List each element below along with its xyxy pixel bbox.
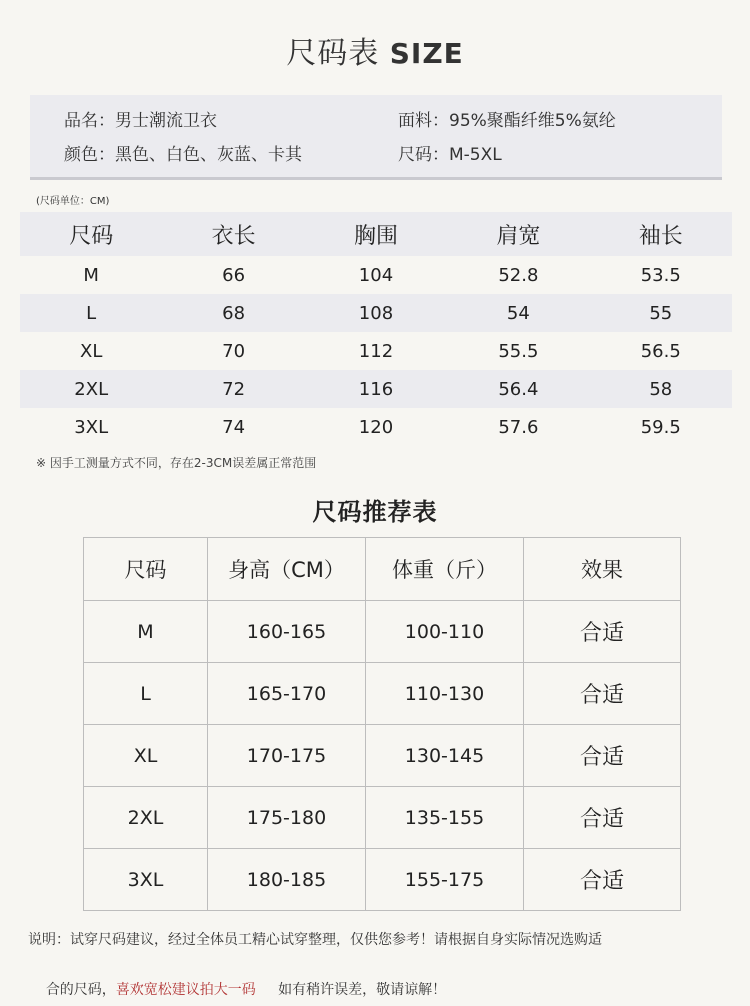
table-cell: 165-170 xyxy=(208,663,366,725)
fabric-label: 面料： xyxy=(398,111,449,131)
table-row xyxy=(20,408,732,446)
table-row xyxy=(84,663,681,725)
size-table-header-cell: 胸围 xyxy=(305,212,447,256)
product-info-box xyxy=(30,95,722,180)
table-cell: 66 xyxy=(222,264,246,286)
title-cn: 尺码表 xyxy=(286,36,380,71)
color-value: 黑色、白色、灰蓝、卡其 xyxy=(115,145,302,165)
footer-highlight: 喜欢宽松建议拍大一码 xyxy=(115,982,256,998)
table-cell: 104 xyxy=(358,264,394,286)
table-cell: 175-180 xyxy=(208,787,366,849)
table-cell: 116 xyxy=(305,370,447,408)
size-range-label: 尺码： xyxy=(398,145,449,165)
table-cell: 58 xyxy=(590,370,732,408)
size-table-header-cell: 袖长 xyxy=(590,212,732,256)
table-cell: 155-175 xyxy=(366,849,524,911)
table-cell: 160-165 xyxy=(208,601,366,663)
table-cell: 2XL xyxy=(84,787,208,849)
table-cell: 合适 xyxy=(524,663,681,725)
table-row xyxy=(84,787,681,849)
rec-table-header-cell: 效果 xyxy=(524,538,681,601)
footer-line-2 xyxy=(28,953,728,1006)
table-row xyxy=(20,370,732,408)
size-table-header-cell: 衣长 xyxy=(162,212,304,256)
table-cell: 110-130 xyxy=(366,663,524,725)
table-cell: 54 xyxy=(447,294,589,332)
footer-line-2-start: 合的尺码， xyxy=(45,982,116,998)
unit-note: (尺码单位：CM) xyxy=(36,196,110,207)
table-cell: 55 xyxy=(590,294,732,332)
table-cell: M xyxy=(83,264,99,286)
product-name-label: 品名： xyxy=(64,111,115,131)
table-cell: M xyxy=(84,601,208,663)
table-cell: 57.6 xyxy=(498,416,539,438)
table-cell: 180-185 xyxy=(208,849,366,911)
size-table-header-cell: 肩宽 xyxy=(447,212,589,256)
table-cell: 52.8 xyxy=(498,264,539,286)
rec-table-header xyxy=(84,538,681,601)
table-cell: 3XL xyxy=(84,849,208,911)
table-row xyxy=(84,849,681,911)
table-row xyxy=(84,601,681,663)
colors xyxy=(64,140,302,165)
table-cell: 56.5 xyxy=(640,340,681,362)
footer-line-1: 说明：试穿尺码建议，经过全体员工精心试穿整理，仅供您参考！请根据自身实际情况选购适 xyxy=(28,932,602,948)
product-name-value: 男士潮流卫衣 xyxy=(115,111,217,131)
table-cell: 3XL xyxy=(74,416,109,438)
size-table xyxy=(20,212,732,446)
product-name xyxy=(64,106,217,131)
rec-table-header-cell: 身高（CM） xyxy=(208,538,366,601)
table-cell: 合适 xyxy=(524,725,681,787)
table-cell: 130-145 xyxy=(366,725,524,787)
recommendation-table xyxy=(83,537,681,911)
table-cell: 120 xyxy=(358,416,394,438)
table-row xyxy=(20,256,732,294)
table-cell: 2XL xyxy=(20,370,162,408)
table-cell: 70 xyxy=(222,340,246,362)
footer-note xyxy=(28,928,728,1006)
recommendation-title: 尺码推荐表 xyxy=(312,498,438,526)
title-en: SIZE xyxy=(389,37,464,70)
table-cell: L xyxy=(20,294,162,332)
table-cell: 56.4 xyxy=(447,370,589,408)
table-cell: 112 xyxy=(358,340,394,362)
table-cell: 135-155 xyxy=(366,787,524,849)
table-cell: 72 xyxy=(162,370,304,408)
size-range xyxy=(398,140,502,165)
table-cell: 108 xyxy=(305,294,447,332)
table-cell: 55.5 xyxy=(498,340,539,362)
color-label: 颜色： xyxy=(64,145,115,165)
table-cell: 53.5 xyxy=(640,264,681,286)
table-cell: 合适 xyxy=(524,601,681,663)
table-cell: 170-175 xyxy=(208,725,366,787)
table-cell: 合适 xyxy=(524,849,681,911)
table-row xyxy=(20,332,732,370)
table-cell: 合适 xyxy=(524,787,681,849)
table-cell: XL xyxy=(80,340,103,362)
rec-table-header-cell: 体重（斤） xyxy=(366,538,524,601)
page-title xyxy=(0,28,750,72)
table-row xyxy=(84,725,681,787)
fabric xyxy=(398,106,616,131)
table-cell: L xyxy=(84,663,208,725)
table-cell: 74 xyxy=(222,416,246,438)
footer-line-2-end: 如有稍许误差，敬请谅解！ xyxy=(255,982,447,998)
size-range-value: M-5XL xyxy=(449,145,502,165)
table-cell: 100-110 xyxy=(366,601,524,663)
table-cell: 68 xyxy=(162,294,304,332)
size-table-header-cell: 尺码 xyxy=(20,212,162,256)
table-row xyxy=(20,294,732,332)
table-cell: XL xyxy=(84,725,208,787)
table-cell: 59.5 xyxy=(640,416,681,438)
measurement-note: ※ 因手工测量方式不同，存在2-3CM误差属正常范围 xyxy=(36,456,317,470)
fabric-value: 95%聚酯纤维5%氨纶 xyxy=(449,111,616,131)
size-table-header xyxy=(20,212,732,256)
rec-table-header-cell: 尺码 xyxy=(84,538,208,601)
